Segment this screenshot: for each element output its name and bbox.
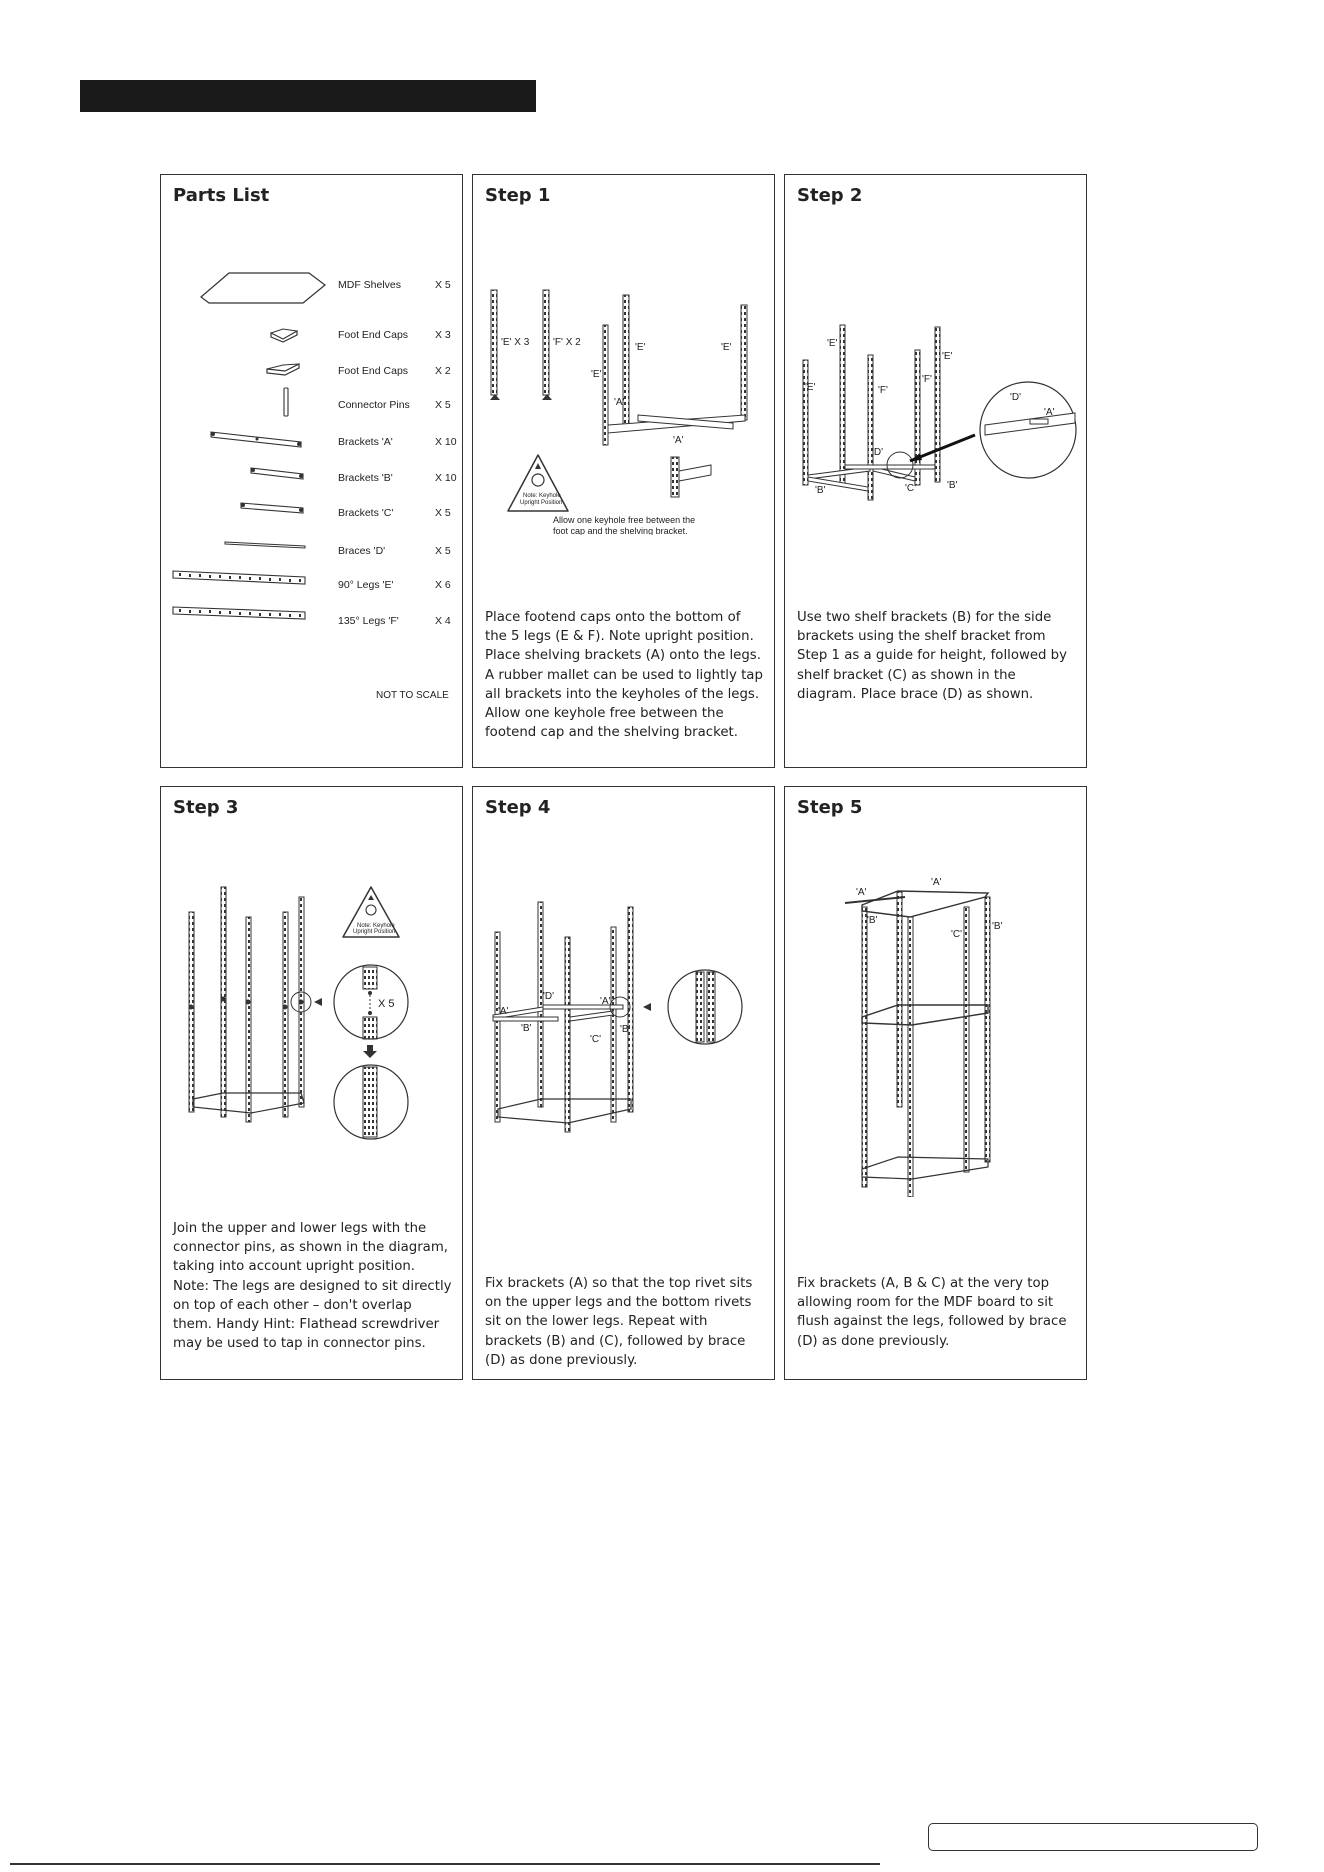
step1-label-a2: 'A' xyxy=(673,435,684,446)
step2-label-b2: 'B' xyxy=(947,480,958,491)
bracket-a-icon xyxy=(209,428,305,450)
part-label: MDF Shelves xyxy=(338,279,402,291)
step1-label-e1: 'E' xyxy=(635,342,646,353)
step2-label-b1: 'B' xyxy=(815,485,826,496)
part-qty: X 5 xyxy=(435,507,451,519)
step4-text: Fix brackets (A) so that the top rivet sits on the upper legs and the bottom rivets sit on the lower legs. Repeat with brackets (B) and (C), followed by brace (D) as done previously. xyxy=(485,1276,753,1368)
part-qty: X 3 xyxy=(435,329,451,341)
step2-label-f1: 'F' xyxy=(878,385,888,396)
part-label: Brackets 'B' xyxy=(338,472,393,484)
brace-d-icon xyxy=(223,539,309,551)
step5-label-b1: 'B' xyxy=(867,915,878,926)
part-qty: X 5 xyxy=(435,545,451,557)
footer-line xyxy=(10,1863,880,1865)
step4-label-a2: 'A' xyxy=(498,1006,509,1017)
step5-label-c: 'C' xyxy=(951,929,963,940)
part-label: Foot End Caps xyxy=(338,365,409,377)
step2-label-e2: 'E' xyxy=(805,382,816,393)
part-row xyxy=(161,275,461,299)
step4-label-b1: 'B' xyxy=(521,1023,532,1034)
step2-label-e3: 'E' xyxy=(942,351,953,362)
part-label: 135° Legs 'F' xyxy=(338,615,399,627)
part-label: Brackets 'A' xyxy=(338,436,393,448)
part-qty: X 5 xyxy=(435,279,451,291)
part-label: 90° Legs 'E' xyxy=(338,579,394,591)
step1-keyhole-note-2: Upright Position xyxy=(520,500,563,506)
part-row xyxy=(161,361,461,385)
step5-label-a1: 'A' xyxy=(856,887,867,898)
step2-text: Use two shelf brackets (B) for the side brackets using the shelf bracket from Step 1 as a guide for height, followed by shelf bracket (C) as shown in the diagram. Place brace (D) as shown. xyxy=(797,610,1067,702)
part-row xyxy=(161,503,461,527)
part-qty: X 4 xyxy=(435,615,451,627)
step3-keyhole-note-2: Upright Position xyxy=(353,929,396,935)
step1-text: Place footend caps onto the bottom of the 5 legs (E & F). Note upright position. Place shelving brackets (A) onto the legs. A rubber mallet can be used to lightly tap all brackets into the keyholes of the legs. Allow one keyhole free between the footend cap and the shelving bracket. xyxy=(485,610,763,741)
step3-panel xyxy=(160,786,463,1380)
part-row xyxy=(161,541,461,565)
part-qty: X 5 xyxy=(435,399,451,411)
step4-panel xyxy=(472,786,775,1380)
step4-diagram xyxy=(483,887,768,1147)
step4-label-c: 'C' xyxy=(590,1034,602,1045)
step5-title: Step 5 xyxy=(797,797,863,818)
step3-text: Join the upper and lower legs with the connector pins, as shown in the diagram, taking into account upright position. Note: The legs are designed to sit directly on top of each other – don't overlap them. Handy Hint: Flathead screwdriver may be used to tap in connector pins. xyxy=(173,1221,452,1352)
step2-label-f2: 'F' xyxy=(922,374,932,385)
step1-label-a1: 'A' xyxy=(614,397,625,408)
step5-label-b2: 'B' xyxy=(992,921,1003,932)
part-qty: X 10 xyxy=(435,436,457,448)
part-row xyxy=(161,432,461,456)
footer-box xyxy=(928,1823,1258,1851)
step3-x5-label: X 5 xyxy=(378,998,395,1010)
part-label: Connector Pins xyxy=(338,399,410,411)
parts-list-title: Parts List xyxy=(173,185,270,206)
step2-label-c: 'C' xyxy=(905,483,917,494)
connector-pin-icon xyxy=(282,387,290,417)
part-qty: X 10 xyxy=(435,472,457,484)
part-label: Foot End Caps xyxy=(338,329,409,341)
step5-panel xyxy=(784,786,1087,1380)
step1-keyhole-note-1: Note: Keyhole xyxy=(523,493,561,499)
step3-title: Step 3 xyxy=(173,797,239,818)
step1-label-e-qty: 'E' X 3 xyxy=(501,337,530,348)
bracket-c-icon xyxy=(239,500,307,518)
step2-label-d2: 'D' xyxy=(1010,392,1022,403)
part-row xyxy=(161,395,461,419)
leg-f-icon xyxy=(171,603,309,623)
foot-end-cap-135-icon xyxy=(265,361,303,379)
step2-label-d1: 'D' xyxy=(872,447,884,458)
step4-label-b2: 'B' xyxy=(620,1024,631,1035)
step5-diagram xyxy=(840,877,1040,1197)
step1-label-f-qty: 'F' X 2 xyxy=(553,337,581,348)
step2-label-e1: 'E' xyxy=(827,338,838,349)
parts-list-panel xyxy=(160,174,463,768)
part-row xyxy=(161,611,461,635)
step2-diagram xyxy=(790,315,1085,515)
step4-label-d: 'D' xyxy=(543,991,555,1002)
step1-title: Step 1 xyxy=(485,185,551,206)
step5-label-a2: 'A' xyxy=(931,877,942,888)
step2-panel xyxy=(784,174,1087,768)
part-row xyxy=(161,575,461,599)
step1-panel xyxy=(472,174,775,768)
step1-label-e3: 'E' xyxy=(721,342,732,353)
step2-label-a: 'A' xyxy=(1044,407,1055,418)
bracket-b-icon xyxy=(249,465,307,483)
step3-keyhole-note-1: Note: Keyhole xyxy=(357,923,395,929)
mdf-shelf-icon xyxy=(199,269,329,307)
step1-allow-2: foot cap and the shelving bracket. xyxy=(553,526,688,535)
part-row xyxy=(161,468,461,492)
step1-diagram xyxy=(483,275,768,535)
part-qty: X 2 xyxy=(435,365,451,377)
step4-title: Step 4 xyxy=(485,797,551,818)
step2-title: Step 2 xyxy=(797,185,863,206)
foot-end-cap-90-icon xyxy=(269,327,299,343)
part-qty: X 6 xyxy=(435,579,451,591)
step1-label-e2: 'E' xyxy=(591,369,602,380)
not-to-scale-note: NOT TO SCALE xyxy=(376,690,449,701)
part-label: Braces 'D' xyxy=(338,545,386,557)
part-row xyxy=(161,325,461,349)
step3-diagram xyxy=(171,867,456,1157)
step5-text: Fix brackets (A, B & C) at the very top allowing room for the MDF board to sit flush against the legs, followed by brace (D) as done previously. xyxy=(797,1276,1067,1349)
part-label: Brackets 'C' xyxy=(338,507,394,519)
step1-allow-1: Allow one keyhole free between the xyxy=(553,515,696,525)
step4-label-a1: 'A' xyxy=(600,996,611,1007)
leg-e-icon xyxy=(171,567,309,587)
header-bar xyxy=(80,80,536,112)
